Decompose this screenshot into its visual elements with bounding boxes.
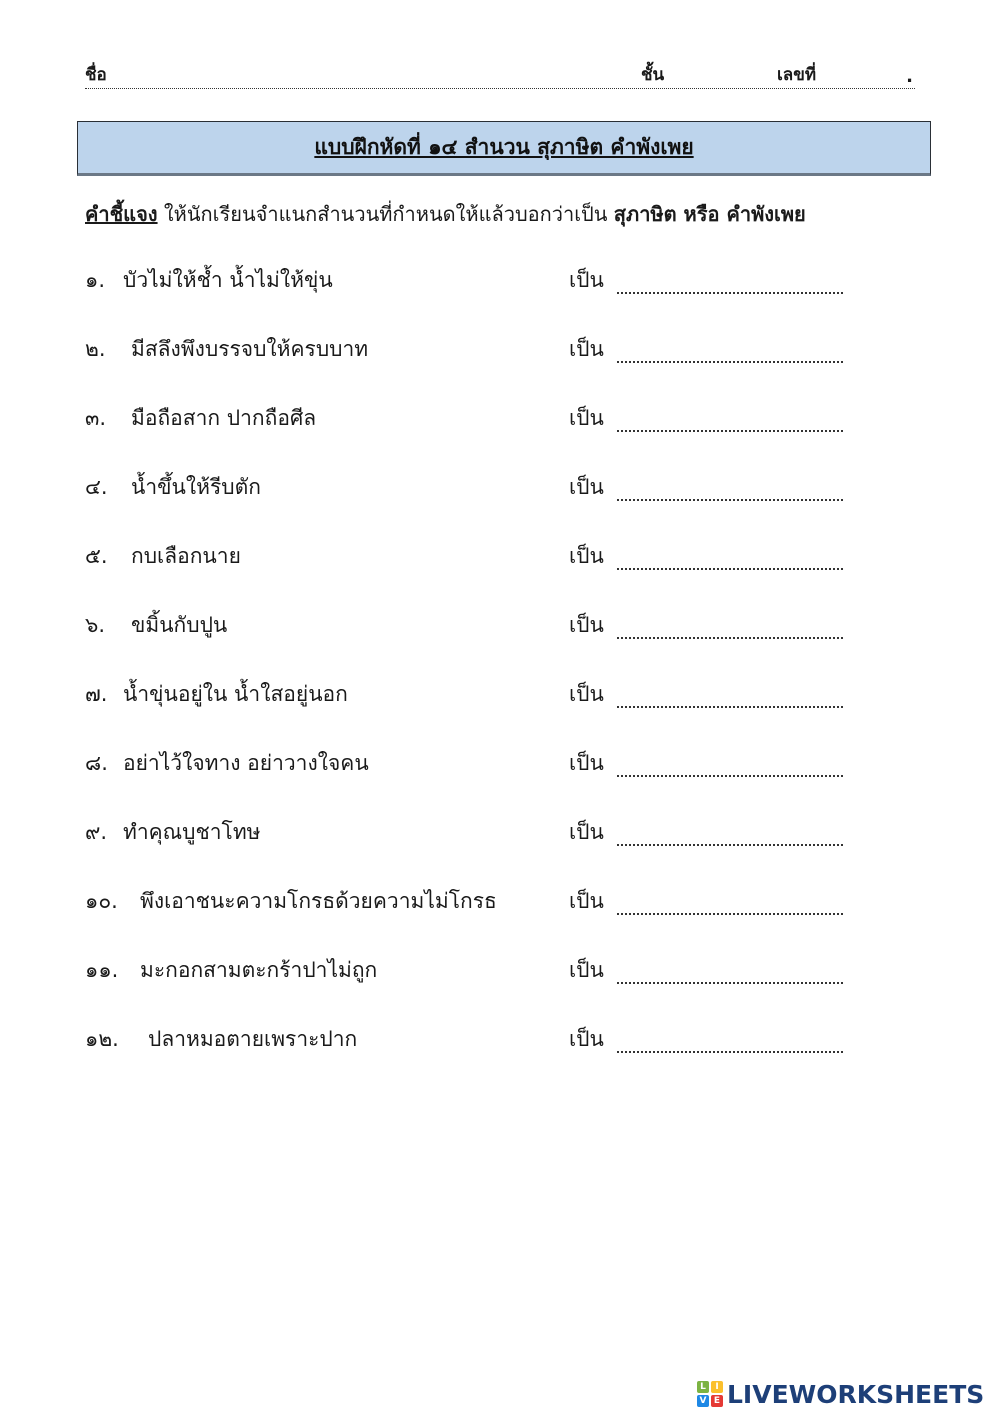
question-row	[85, 952, 885, 1021]
answer-input[interactable]	[617, 341, 843, 363]
name-label: ชื่อ	[85, 65, 107, 85]
question-text: บัวไม่ให้ช้ำ น้ำไม่ให้ขุ่น	[123, 268, 333, 292]
answer-input[interactable]	[617, 755, 843, 777]
question-number: ๕.	[85, 544, 108, 568]
logo-letter-block: V	[697, 1395, 709, 1407]
question-number: ๗.	[85, 682, 108, 706]
question-text: มือถือสาก ปากถือศีล	[131, 406, 317, 430]
logo-letter-block: I	[711, 1381, 723, 1393]
instructions	[85, 198, 925, 230]
answer-label: เป็น	[569, 613, 604, 637]
answer-label: เป็น	[569, 820, 604, 844]
class-label: ชั้น	[641, 65, 665, 85]
student-info-line	[85, 62, 915, 89]
answer-label: เป็น	[569, 889, 604, 913]
question-text: น้ำขึ้นให้รีบตัก	[131, 475, 261, 499]
question-number: ๓.	[85, 406, 107, 430]
question-row	[85, 331, 885, 400]
question-row	[85, 676, 885, 745]
logo-letter-block: E	[711, 1395, 723, 1407]
question-row	[85, 607, 885, 676]
answer-label: เป็น	[569, 268, 604, 292]
answer-label: เป็น	[569, 406, 604, 430]
title-banner	[77, 121, 931, 176]
question-text: ทำคุณบูชาโทษ	[123, 820, 261, 844]
question-row	[85, 400, 885, 469]
question-list	[85, 262, 885, 1090]
question-text: ปลาหมอตายเพราะปาก	[148, 1027, 358, 1051]
instructions-label: คำชี้แจง	[85, 202, 158, 226]
answer-label: เป็น	[569, 1027, 604, 1051]
answer-input[interactable]	[617, 824, 843, 846]
question-number: ๔.	[85, 475, 108, 499]
answer-label: เป็น	[569, 337, 604, 361]
question-row	[85, 745, 885, 814]
logo-blocks-icon	[697, 1381, 723, 1407]
question-text: พึงเอาชนะความโกรธด้วยความไม่โกรธ	[140, 889, 497, 913]
question-text: น้ำขุ่นอยู่ใน น้ำใสอยู่นอก	[123, 682, 348, 706]
answer-input[interactable]	[617, 410, 843, 432]
question-row	[85, 814, 885, 883]
answer-label: เป็น	[569, 751, 604, 775]
logo-letter-block: L	[697, 1381, 709, 1393]
question-number: ๖.	[85, 613, 106, 637]
question-text: ขมิ้นกับปูน	[131, 613, 228, 637]
question-row	[85, 538, 885, 607]
answer-input[interactable]	[617, 893, 843, 915]
instructions-text: ให้นักเรียนจำแนกสำนวนที่กำหนดให้แล้วบอกว่าเป็น	[157, 202, 614, 226]
answer-input[interactable]	[617, 962, 843, 984]
instructions-choices: สุภาษิต หรือ คำพังเพย	[613, 202, 806, 226]
answer-label: เป็น	[569, 682, 604, 706]
answer-label: เป็น	[569, 475, 604, 499]
question-row	[85, 1021, 885, 1090]
question-row	[85, 883, 885, 952]
question-row	[85, 469, 885, 538]
answer-input[interactable]	[617, 686, 843, 708]
question-number: ๑๑.	[85, 958, 119, 982]
number-label: เลขที่	[777, 65, 817, 85]
question-text: มีสลึงพึงบรรจบให้ครบบาท	[131, 337, 369, 361]
answer-label: เป็น	[569, 958, 604, 982]
question-text: มะกอกสามตะกร้าปาไม่ถูก	[140, 958, 378, 982]
answer-input[interactable]	[617, 548, 843, 570]
answer-input[interactable]	[617, 479, 843, 501]
question-text: กบเลือกนาย	[131, 544, 241, 568]
brand-name: LIVEWORKSHEETS	[727, 1379, 985, 1409]
worksheet-title: แบบฝึกหัดที่ ๑๔ สำนวน สุภาษิต คำพังเพย	[314, 135, 694, 159]
question-number: ๑๐.	[85, 889, 118, 913]
end-dot: .	[906, 66, 913, 87]
question-text: อย่าไว้ใจทาง อย่าวางใจคน	[123, 751, 369, 775]
liveworksheets-logo	[697, 1379, 984, 1409]
answer-input[interactable]	[617, 1031, 843, 1053]
question-row	[85, 262, 885, 331]
question-number: ๘.	[85, 751, 108, 775]
question-number: ๙.	[85, 820, 108, 844]
question-number: ๒.	[85, 337, 106, 361]
answer-input[interactable]	[617, 272, 843, 294]
question-number: ๑.	[85, 268, 106, 292]
answer-label: เป็น	[569, 544, 604, 568]
answer-input[interactable]	[617, 617, 843, 639]
question-number: ๑๒.	[85, 1027, 119, 1051]
